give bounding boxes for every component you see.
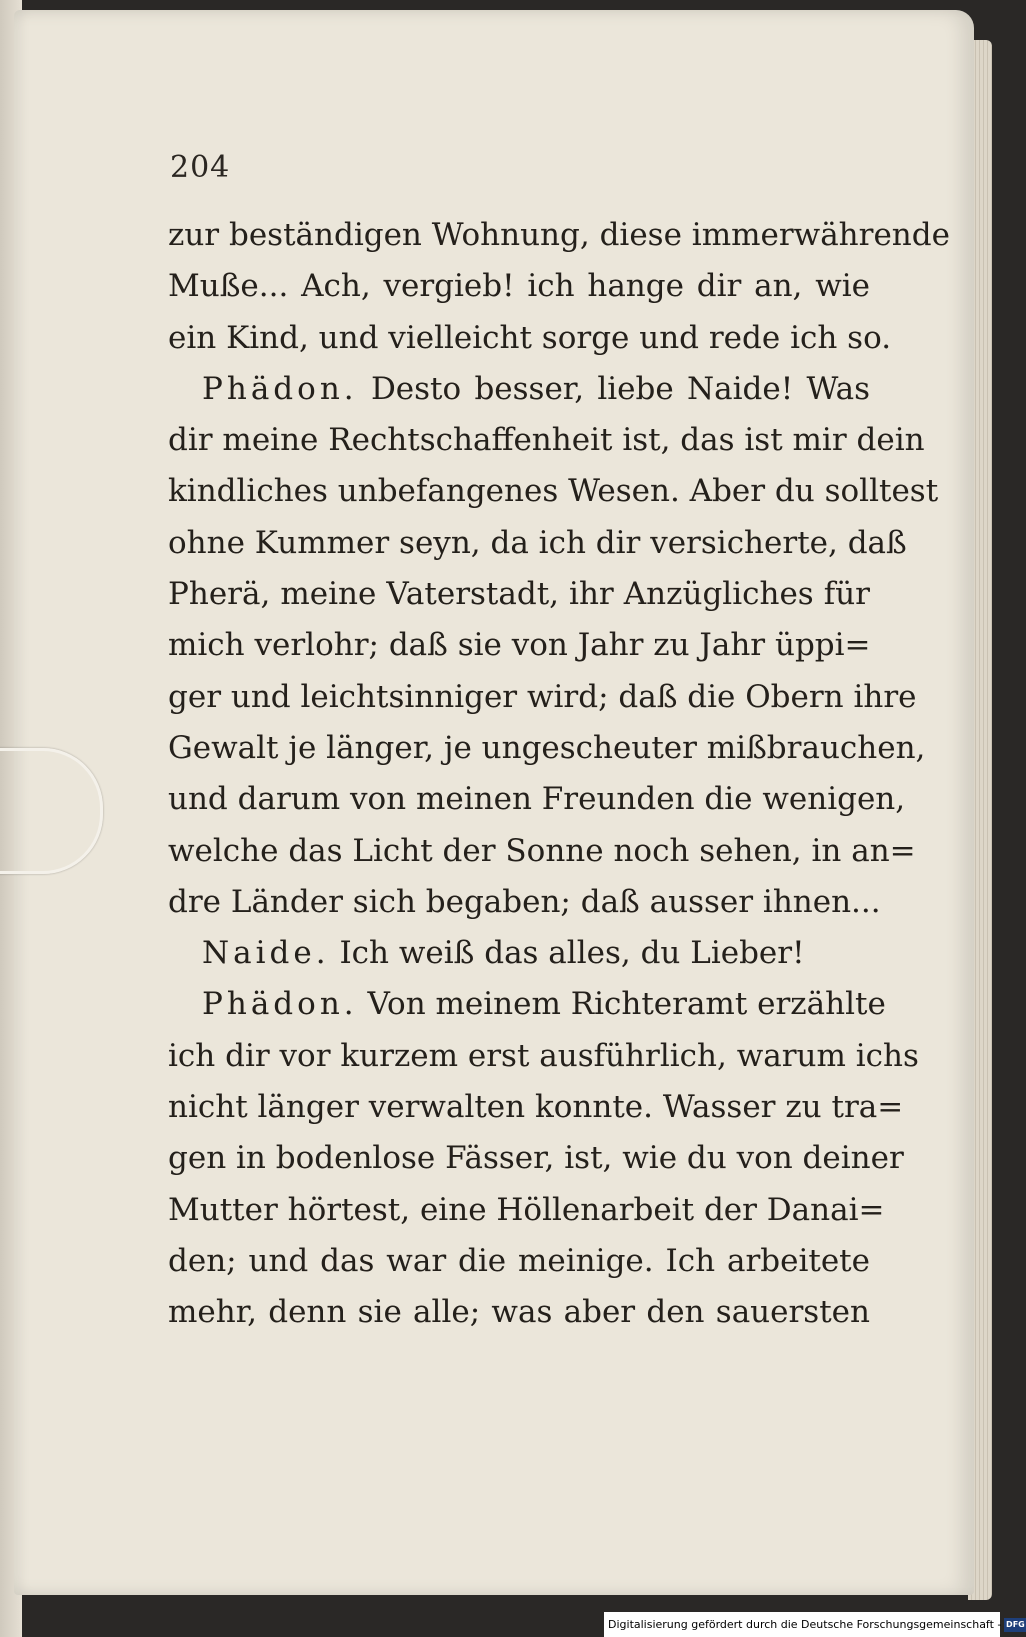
text-line: Muße... Ach, vergieb! ich hange dir an, wie	[168, 268, 870, 305]
text-line: mehr, denn sie alle; was aber den sauersten	[168, 1294, 870, 1331]
text-line: Pherä, meine Vaterstadt, ihr Anzügliches für	[168, 576, 870, 613]
body-text	[168, 210, 950, 1339]
speaker-line: Phädon. Desto besser, liebe Naide! Was	[202, 370, 871, 407]
speaker-line: Naide. Ich weiß das alles, du Lieber!	[202, 935, 805, 972]
text-line: Gewalt je länger, je ungescheuter mißbrauchen,	[168, 729, 926, 766]
text-line: mich verlohr; daß sie von Jahr zu Jahr üppi=	[168, 627, 871, 664]
digitization-credit	[604, 1612, 1025, 1637]
dfg-logo: DFG	[1004, 1618, 1026, 1632]
text-line: zur beständigen Wohnung, diese immerwährende	[168, 217, 950, 253]
text-line: welche das Licht der Sonne noch sehen, in an=	[168, 832, 916, 869]
speaker-line: Phädon. Von meinem Richteramt erzählte	[202, 986, 886, 1023]
text-line: dir meine Rechtschaffenheit ist, das ist mir dein	[168, 422, 925, 459]
text-line: nicht länger verwalten konnte. Wasser zu tra=	[168, 1089, 904, 1126]
text-line: ger und leichtsinniger wird; daß die Obern ihre	[168, 678, 917, 715]
text-line: den; und das war die meinige. Ich arbeitete	[168, 1242, 870, 1279]
text-line: dre Länder sich begaben; daß ausser ihnen...	[168, 883, 881, 920]
credit-text: Digitalisierung gefördert durch die Deutsche Forschungsgemeinschaft -	[608, 1618, 1002, 1631]
text-line: kindliches unbefangenes Wesen. Aber du solltest	[168, 473, 939, 510]
speaker-name: Phädon.	[202, 986, 358, 1023]
text-line: ohne Kummer seyn, da ich dir versicherte, daß	[168, 524, 907, 561]
text-line: und darum von meinen Freunden die wenigen,	[168, 781, 906, 818]
speaker-name: Naide.	[202, 935, 330, 972]
text-line: ein Kind, und vielleicht sorge und rede ich so.	[168, 319, 892, 356]
text-line: ich dir vor kurzem erst ausführlich, warum ichs	[168, 1037, 919, 1074]
page-number: 204	[170, 150, 231, 185]
text-line: gen in bodenlose Fässer, ist, wie du von deiner	[168, 1140, 904, 1177]
text-line: Mutter hörtest, eine Höllenarbeit der Danai=	[168, 1191, 885, 1228]
speaker-name: Phädon.	[202, 370, 358, 407]
